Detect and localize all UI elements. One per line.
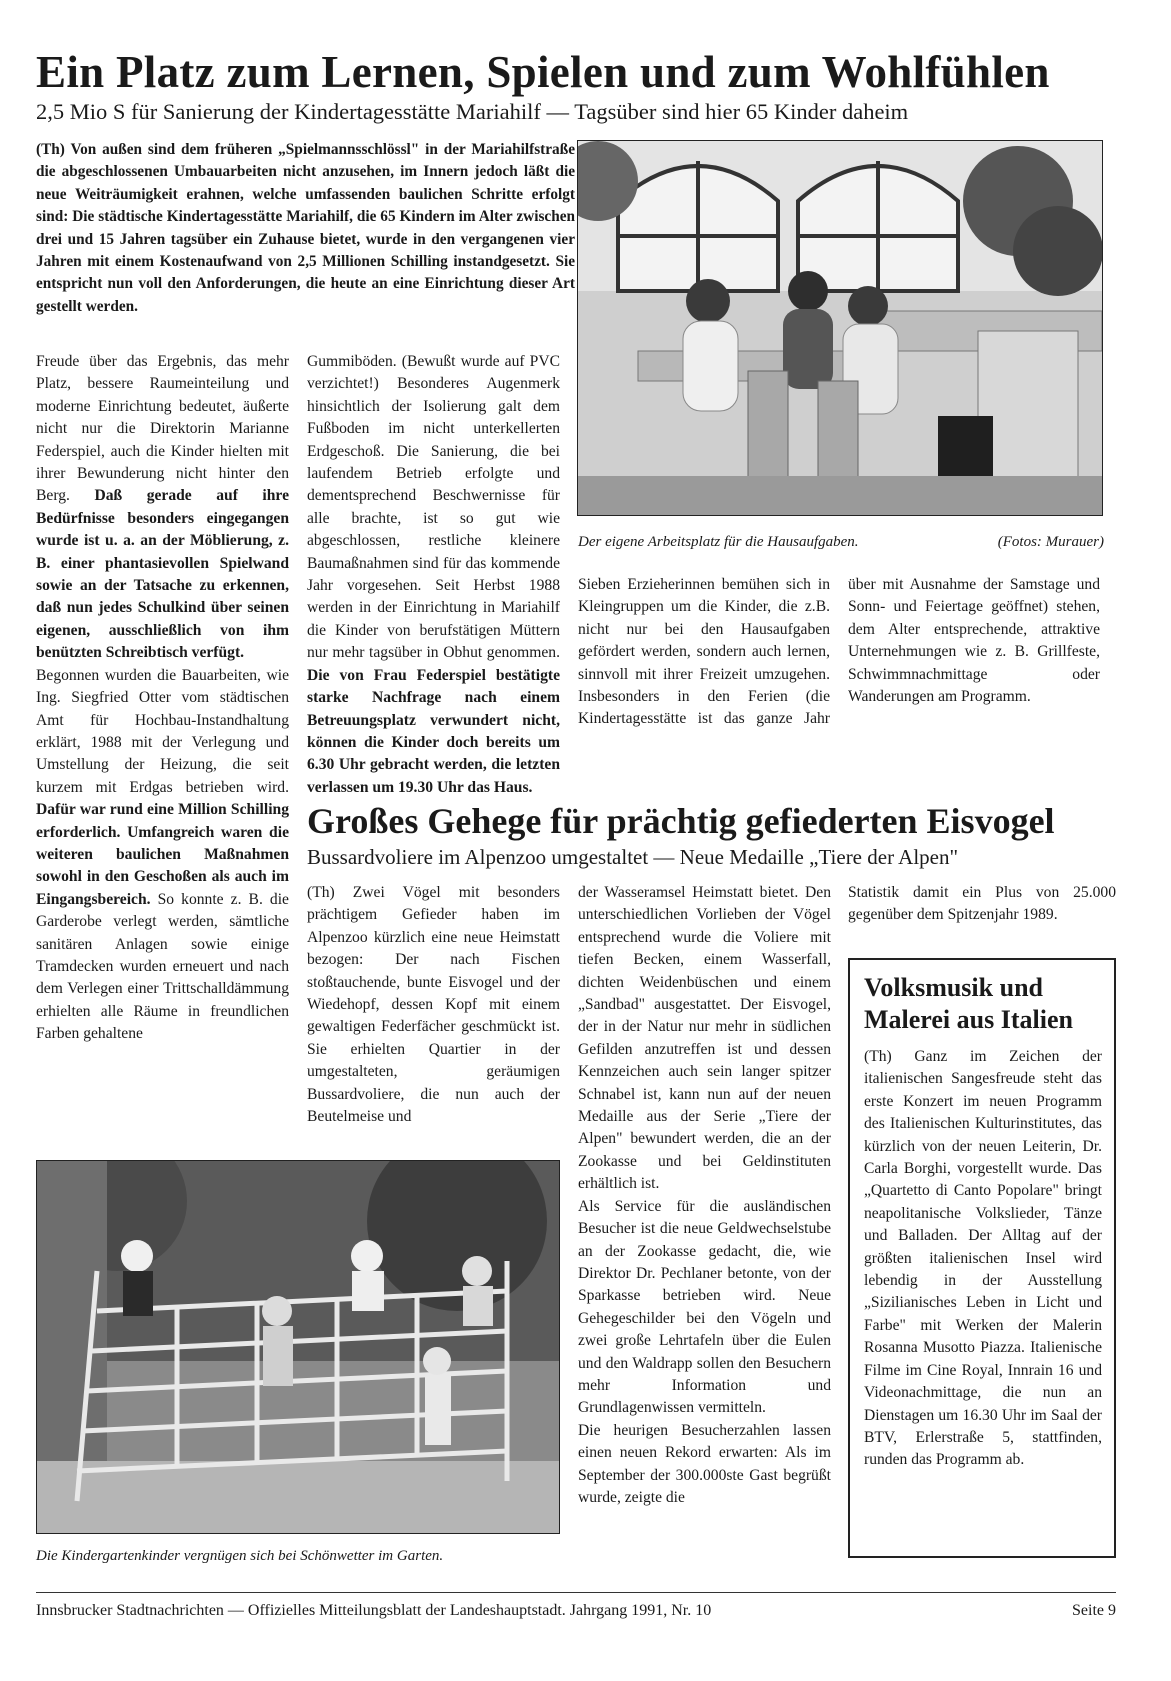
- article1-column-3: [578, 574, 1100, 774]
- sidebar-box: [848, 958, 1116, 1558]
- article-intro: (Th) Von außen sind dem früheren „Spielmannsschlössl" in der Mariahilfstraße die abgeschlossenen Umbauarbeiten nicht anzusehen, im Innern jedoch läßt die neue Weiträumigkeit erahnen, welche umfassenden baulichen Schritte erfolgt sind: Die städtische Kindertagesstätte Mariahilf, die 65 Kindern im Alter zwischen drei und 15 Jahren tagsüber ein Zuhause bietet, wurde in den vergangenen vier Jahren mit einem Kostenaufwand von 2,5 Millionen Schilling instandgesetzt. Sie entspricht nun voll den Anforderungen, die heute an eine Einrichtung dieser Art gestellt werden.: [36, 141, 575, 315]
- sidebar-box-text: (Th) Ganz im Zeichen der italienischen Sangesfreude steht das erste Konzert im neuen Programm des Italienischen Kulturinstitutes, das kürzlich von der neuen Leiterin, Dr. Carla Borghi, vorgestellt wurde. Das „Quartetto di Canto Popolare" bringt neapolitanische Volkslieder, Tänze und Balladen. Der Alltag auf der größten italienischen Insel wird lebendig in der Ausstellung „Sizilianisches Leben in Licht und Farbe" mit Werken der Malerin Rosanna Musotto Piazza. Italienische Filme im Cine Royal, Innrain 16 und Videonachmittage, die nun an Dienstagen um 16.30 Uhr im Saal der BTV, Erlerstraße 5, stattfinden, runden das Programm ab.: [864, 1048, 1102, 1469]
- article2-subheadline: Bussardvoliere im Alpenzoo umgestaltet — Neue Medaille „Tiere der Alpen": [307, 845, 959, 869]
- article-headline: Ein Platz zum Lernen, Spielen und zum Wohlfühlen: [36, 47, 1050, 97]
- playground-photo-caption: Die Kindergartenkinder vergnügen sich bei Schönwetter im Garten.: [36, 1548, 444, 1564]
- article1-column-2: [307, 351, 560, 799]
- column-3-para-1: Sieben Erzieherinnen bemühen sich in Kleingruppen um die Kinder, die z.B. nicht nur bei den Hausaufgaben gefördert werden, sondern auch lernen, sinnvoll mit ihrer Freizeit umzugehen. Insbesonders in den Ferien (die Kindertagesstätte ist das ganze Jahr über mit Ausnahme der Samstage und Sonn- und Feiertage geöffnet) stehen, dem Alter entsprechende, attraktive Unternehmungen wie z. B. Grillfeste, Schwimmnachmittage oder Wanderungen am Programm.: [578, 576, 1100, 728]
- footer-page-number: Seite 9: [1072, 1602, 1116, 1619]
- article2-headline: Großes Gehege für prächtig gefiederten Eisvogel: [307, 801, 1055, 841]
- article2-para-1: (Th) Zwei Vögel mit besonders prächtigem Gefieder haben im Alpenzoo kürzlich eine neue Heimstatt bezogen: Der nach Fischen stoßtauchende, bunte Eisvogel und der Wiedehopf, dessen Kopf mit einem gewaltigen Federfächer geschmückt ist. Sie erhielten Quartier in der umgestalteten, geräumigen Bussardvoliere, die nun auch der Beutelmeise und: [307, 884, 560, 1126]
- article1-column-1: [36, 351, 289, 1046]
- column-1-para-2: Begonnen wurden die Bauarbeiten, wie Ing. Siegfried Otter vom städtischen Amt für Hochbau-Instandhaltung erklärt, 1988 mit der Verlegung und Umstellung der Heizung, die seit kurzem mit Erdgas betrieben wird. Dafür war rund eine Million Schilling erforderlich. Umfangreich waren die weiteren baulichen Maßnahmen sowohl in den Geschoßen als auch im Eingangsbereich. So konnte z. B. die Garderobe verlegt werden, sämtliche sanitären Anlagen sowie einige Tramdecken wurden erneuert und nach dem Verlegen einer Trittschalldämmung erhielten alle Räume in freundlichen Farben gehaltene: [36, 666, 289, 1043]
- photo-credit: (Fotos: Murauer): [997, 534, 1104, 550]
- page-footer: [36, 1600, 1116, 1622]
- article2-para-3: Als Service für die ausländischen Besucher ist die neue Geldwechselstube an der Zookasse gedacht, die, wie Direktor Dr. Pechlaner betonte, von der Sparkasse betrieben wird. Neue Gehegeschilder bei den Vögeln und zwei große Lehrtafeln über die Eulen und den Waldrapp sollen den Besuchern mehr Information und Grundlagenwissen vermitteln.: [578, 1197, 831, 1417]
- classroom-photo: [577, 140, 1103, 516]
- article2-column-3: [848, 882, 1116, 927]
- article2-column-1: [307, 882, 560, 1128]
- footer-rule: [36, 1592, 1116, 1593]
- article2-para-4: Die heurigen Besucherzahlen lassen einen neuen Rekord erwarten: Als im September der 300.000ste Gast begrüßt wurde, zeigte die: [578, 1421, 831, 1506]
- classroom-photo-caption: Der eigene Arbeitsplatz für die Hausaufgaben.: [578, 534, 859, 550]
- article2-para-5: Statistik damit ein Plus von 25.000 gegenüber dem Spitzenjahr 1989.: [848, 884, 1116, 924]
- article-subheadline: 2,5 Mio S für Sanierung der Kindertagesstätte Mariahilf — Tagsüber sind hier 65 Kinder daheim: [36, 99, 909, 124]
- sidebar-box-title: Volksmusik und Malerei aus Italien: [864, 973, 1073, 1034]
- article2-para-2: der Wasseramsel Heimstatt bietet. Den unterschiedlichen Vorlieben der Vögel entsprechend wurde die Voliere mit tiefen Becken, einem Wasserfall, dichten Weidenbüschen und einem „Sandbad" ausgestattet. Der Eisvogel, der in der Natur nur mehr in südlichen Gefilden anzutreffen ist und dessen Kennzeichen auch sein langer spitzer Schnabel ist, kann nun auf der neuen Medaille aus der Serie „Tiere der Alpen" bewundert werden, die an der Zookasse und bei Geldinstituten erhältlich ist.: [578, 884, 831, 1193]
- footer-publication: Innsbrucker Stadtnachrichten — Offizielles Mitteilungsblatt der Landeshauptstadt. Jahrgang 1991, Nr. 10: [36, 1602, 712, 1619]
- playground-photo: [36, 1160, 560, 1534]
- article2-column-2: [578, 882, 831, 1509]
- column-1-para-1: Freude über das Ergebnis, das mehr Platz, bessere Raumeinteilung und moderne Einrichtung bedeutet, äußerte nicht nur die Direktorin Marianne Federspiel, auch die Kinder hielten mit ihrer Bewunderung nicht hinter den Berg. Daß gerade auf ihre Bedürfnisse besonders eingegangen wurde ist u. a. an der Möblierung, z. B. einer phantasievollen Spielwand sowie an der Tatsache zu erkennen, daß nun jedes Schulkind über seinen eigenen, ausschließlich von ihm benützten Schreibtisch verfügt.: [36, 353, 289, 662]
- column-2-para-1: Gummiböden. (Bewußt wurde auf PVC verzichtet!) Besonderes Augenmerk hinsichtlich der Isolierung galt dem Fußboden im nicht unterkellerten Erdgeschoß. Die Sanierung, die bei laufendem Betrieb erfolgte und dementsprechend Beschwernisse für alle brachte, ist so gut wie abgeschlossen, restliche kleinere Baumaßnahmen sind für das kommende Jahr vorgesehen. Seit Herbst 1988 werden in der Einrichtung in Mariahilf die Kinder von berufstätigen Müttern nur mehr tagsüber in Obhut genommen. Die von Frau Federspiel bestätigte starke Nachfrage nach einem Betreuungsplatz verwundert nicht, können die Kinder doch bereits um 6.30 Uhr gebracht werden, die letzten verlassen um 19.30 Uhr das Haus.: [307, 353, 560, 796]
